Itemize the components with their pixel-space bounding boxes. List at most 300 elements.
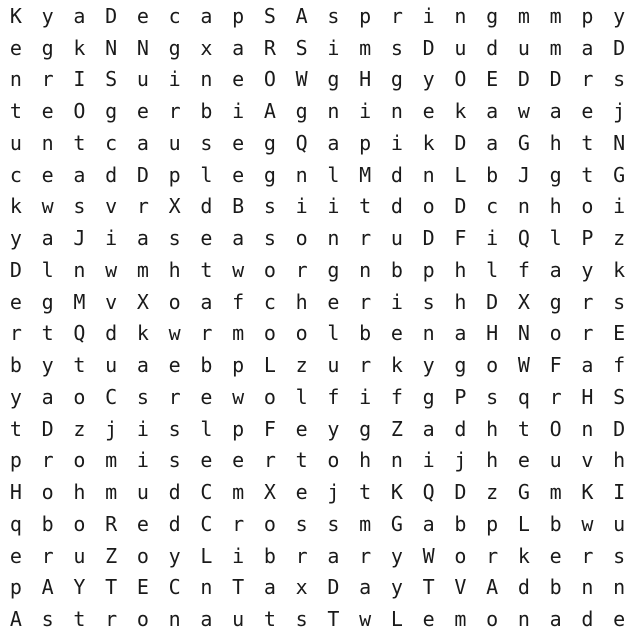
grid-cell[interactable]: b: [41, 511, 54, 536]
grid-cell[interactable]: g: [390, 67, 403, 92]
grid-cell[interactable]: i: [232, 543, 245, 568]
grid-cell[interactable]: Q: [422, 480, 435, 505]
grid-cell[interactable]: m: [549, 480, 562, 505]
grid-cell[interactable]: S: [613, 384, 626, 409]
grid-cell[interactable]: n: [390, 448, 403, 473]
grid-cell[interactable]: t: [581, 162, 594, 187]
grid-cell[interactable]: w: [581, 511, 594, 536]
grid-cell[interactable]: G: [390, 511, 403, 536]
grid-cell[interactable]: n: [517, 194, 530, 219]
grid-cell[interactable]: y: [41, 3, 54, 28]
grid-cell[interactable]: m: [359, 511, 372, 536]
grid-cell[interactable]: H: [9, 480, 22, 505]
grid-cell[interactable]: u: [549, 448, 562, 473]
grid-cell[interactable]: n: [327, 226, 340, 251]
grid-cell[interactable]: g: [454, 353, 467, 378]
grid-cell[interactable]: a: [454, 321, 467, 346]
grid-cell[interactable]: P: [454, 384, 467, 409]
grid-cell[interactable]: S: [295, 35, 308, 60]
grid-cell[interactable]: i: [390, 130, 403, 155]
grid-cell[interactable]: i: [168, 67, 181, 92]
grid-cell[interactable]: K: [390, 480, 403, 505]
grid-cell[interactable]: a: [549, 257, 562, 282]
grid-cell[interactable]: k: [390, 353, 403, 378]
grid-cell[interactable]: e: [295, 416, 308, 441]
grid-cell[interactable]: i: [486, 226, 499, 251]
grid-cell[interactable]: A: [263, 99, 276, 124]
grid-cell[interactable]: s: [613, 289, 626, 314]
grid-cell[interactable]: M: [359, 162, 372, 187]
grid-cell[interactable]: e: [613, 607, 626, 632]
grid-cell[interactable]: C: [200, 480, 213, 505]
grid-cell[interactable]: e: [295, 480, 308, 505]
grid-cell[interactable]: y: [41, 353, 54, 378]
grid-cell[interactable]: Z: [390, 416, 403, 441]
grid-cell[interactable]: i: [232, 99, 245, 124]
grid-cell[interactable]: r: [232, 511, 245, 536]
grid-cell[interactable]: r: [295, 543, 308, 568]
grid-cell[interactable]: n: [613, 575, 626, 600]
grid-cell[interactable]: a: [581, 35, 594, 60]
grid-cell[interactable]: A: [9, 607, 22, 632]
grid-cell[interactable]: t: [73, 130, 86, 155]
grid-cell[interactable]: e: [232, 130, 245, 155]
grid-cell[interactable]: n: [581, 575, 594, 600]
grid-cell[interactable]: r: [359, 353, 372, 378]
grid-cell[interactable]: a: [359, 575, 372, 600]
grid-cell[interactable]: g: [263, 130, 276, 155]
grid-cell[interactable]: d: [105, 321, 118, 346]
grid-cell[interactable]: u: [105, 353, 118, 378]
grid-cell[interactable]: m: [232, 321, 245, 346]
grid-cell[interactable]: o: [263, 384, 276, 409]
grid-cell[interactable]: i: [136, 448, 149, 473]
grid-cell[interactable]: r: [581, 289, 594, 314]
grid-cell[interactable]: p: [581, 3, 594, 28]
grid-cell[interactable]: T: [422, 575, 435, 600]
grid-cell[interactable]: L: [454, 162, 467, 187]
grid-cell[interactable]: C: [105, 384, 118, 409]
grid-cell[interactable]: m: [454, 607, 467, 632]
grid-cell[interactable]: e: [232, 448, 245, 473]
grid-cell[interactable]: b: [390, 257, 403, 282]
grid-cell[interactable]: s: [168, 448, 181, 473]
grid-cell[interactable]: D: [327, 575, 340, 600]
grid-cell[interactable]: T: [105, 575, 118, 600]
grid-cell[interactable]: r: [359, 226, 372, 251]
grid-cell[interactable]: d: [517, 575, 530, 600]
grid-cell[interactable]: e: [422, 607, 435, 632]
grid-cell[interactable]: e: [9, 289, 22, 314]
grid-cell[interactable]: y: [422, 67, 435, 92]
grid-cell[interactable]: p: [232, 3, 245, 28]
grid-cell[interactable]: o: [454, 543, 467, 568]
grid-cell[interactable]: k: [73, 35, 86, 60]
grid-cell[interactable]: x: [200, 35, 213, 60]
grid-cell[interactable]: C: [200, 511, 213, 536]
grid-cell[interactable]: i: [359, 384, 372, 409]
grid-cell[interactable]: D: [454, 130, 467, 155]
grid-cell[interactable]: h: [486, 448, 499, 473]
grid-cell[interactable]: g: [549, 289, 562, 314]
grid-cell[interactable]: t: [9, 99, 22, 124]
grid-cell[interactable]: a: [549, 99, 562, 124]
grid-cell[interactable]: k: [454, 99, 467, 124]
grid-cell[interactable]: w: [517, 99, 530, 124]
grid-cell[interactable]: n: [200, 575, 213, 600]
grid-cell[interactable]: r: [200, 321, 213, 346]
grid-cell[interactable]: r: [9, 321, 22, 346]
grid-cell[interactable]: s: [73, 194, 86, 219]
grid-cell[interactable]: s: [200, 130, 213, 155]
grid-cell[interactable]: g: [327, 67, 340, 92]
grid-cell[interactable]: y: [327, 416, 340, 441]
grid-cell[interactable]: S: [263, 3, 276, 28]
grid-cell[interactable]: D: [105, 3, 118, 28]
grid-cell[interactable]: o: [73, 511, 86, 536]
grid-cell[interactable]: u: [327, 353, 340, 378]
grid-cell[interactable]: d: [581, 607, 594, 632]
grid-cell[interactable]: d: [486, 35, 499, 60]
grid-cell[interactable]: n: [359, 257, 372, 282]
grid-cell[interactable]: Q: [517, 226, 530, 251]
grid-cell[interactable]: e: [390, 321, 403, 346]
grid-cell[interactable]: D: [454, 194, 467, 219]
grid-cell[interactable]: m: [549, 3, 562, 28]
grid-cell[interactable]: i: [613, 194, 626, 219]
grid-cell[interactable]: o: [73, 384, 86, 409]
grid-cell[interactable]: l: [295, 384, 308, 409]
grid-cell[interactable]: a: [136, 130, 149, 155]
grid-cell[interactable]: a: [73, 162, 86, 187]
grid-cell[interactable]: K: [581, 480, 594, 505]
grid-cell[interactable]: D: [422, 226, 435, 251]
grid-cell[interactable]: r: [359, 289, 372, 314]
grid-cell[interactable]: e: [517, 448, 530, 473]
grid-cell[interactable]: v: [105, 194, 118, 219]
grid-cell[interactable]: g: [327, 257, 340, 282]
grid-cell[interactable]: o: [263, 511, 276, 536]
grid-cell[interactable]: u: [136, 480, 149, 505]
grid-cell[interactable]: X: [517, 289, 530, 314]
grid-cell[interactable]: A: [295, 3, 308, 28]
grid-cell[interactable]: o: [136, 607, 149, 632]
grid-cell[interactable]: v: [105, 289, 118, 314]
grid-cell[interactable]: h: [454, 289, 467, 314]
grid-cell[interactable]: j: [327, 480, 340, 505]
grid-cell[interactable]: a: [41, 384, 54, 409]
grid-cell[interactable]: s: [263, 194, 276, 219]
grid-cell[interactable]: z: [486, 480, 499, 505]
grid-cell[interactable]: d: [454, 416, 467, 441]
grid-cell[interactable]: D: [613, 416, 626, 441]
grid-cell[interactable]: z: [295, 353, 308, 378]
grid-cell[interactable]: u: [232, 607, 245, 632]
grid-cell[interactable]: l: [41, 257, 54, 282]
grid-cell[interactable]: p: [486, 511, 499, 536]
grid-cell[interactable]: G: [517, 480, 530, 505]
grid-cell[interactable]: u: [9, 130, 22, 155]
grid-cell[interactable]: u: [613, 511, 626, 536]
grid-cell[interactable]: h: [168, 257, 181, 282]
grid-cell[interactable]: m: [359, 35, 372, 60]
grid-cell[interactable]: m: [549, 35, 562, 60]
grid-cell[interactable]: s: [263, 226, 276, 251]
grid-cell[interactable]: g: [41, 35, 54, 60]
grid-cell[interactable]: w: [105, 257, 118, 282]
grid-cell[interactable]: l: [549, 226, 562, 251]
grid-cell[interactable]: a: [232, 226, 245, 251]
grid-cell[interactable]: t: [581, 130, 594, 155]
grid-cell[interactable]: K: [9, 3, 22, 28]
grid-cell[interactable]: B: [232, 194, 245, 219]
grid-cell[interactable]: s: [136, 384, 149, 409]
grid-cell[interactable]: j: [454, 448, 467, 473]
grid-cell[interactable]: Q: [295, 130, 308, 155]
grid-cell[interactable]: l: [486, 257, 499, 282]
grid-cell[interactable]: r: [263, 448, 276, 473]
grid-cell[interactable]: p: [232, 416, 245, 441]
grid-cell[interactable]: t: [359, 194, 372, 219]
grid-cell[interactable]: r: [581, 543, 594, 568]
grid-cell[interactable]: p: [9, 575, 22, 600]
grid-cell[interactable]: i: [327, 194, 340, 219]
grid-cell[interactable]: g: [295, 99, 308, 124]
grid-cell[interactable]: o: [136, 543, 149, 568]
grid-cell[interactable]: a: [422, 511, 435, 536]
grid-cell[interactable]: F: [263, 416, 276, 441]
grid-cell[interactable]: I: [613, 480, 626, 505]
grid-cell[interactable]: D: [41, 416, 54, 441]
grid-cell[interactable]: o: [263, 321, 276, 346]
grid-cell[interactable]: i: [327, 35, 340, 60]
grid-cell[interactable]: b: [200, 99, 213, 124]
grid-cell[interactable]: y: [390, 575, 403, 600]
grid-cell[interactable]: g: [549, 162, 562, 187]
grid-cell[interactable]: X: [263, 480, 276, 505]
grid-cell[interactable]: l: [327, 321, 340, 346]
grid-cell[interactable]: L: [390, 607, 403, 632]
grid-cell[interactable]: A: [486, 575, 499, 600]
grid-cell[interactable]: l: [200, 416, 213, 441]
grid-cell[interactable]: a: [41, 226, 54, 251]
grid-cell[interactable]: r: [549, 384, 562, 409]
grid-cell[interactable]: n: [73, 257, 86, 282]
grid-cell[interactable]: o: [41, 480, 54, 505]
grid-cell[interactable]: s: [486, 384, 499, 409]
grid-cell[interactable]: n: [422, 162, 435, 187]
grid-cell[interactable]: S: [105, 67, 118, 92]
grid-cell[interactable]: r: [581, 67, 594, 92]
grid-cell[interactable]: z: [73, 416, 86, 441]
grid-cell[interactable]: m: [105, 448, 118, 473]
grid-cell[interactable]: m: [232, 480, 245, 505]
grid-cell[interactable]: f: [390, 384, 403, 409]
grid-cell[interactable]: o: [549, 321, 562, 346]
grid-cell[interactable]: r: [581, 321, 594, 346]
grid-cell[interactable]: a: [200, 3, 213, 28]
grid-cell[interactable]: p: [232, 353, 245, 378]
grid-cell[interactable]: n: [517, 607, 530, 632]
grid-cell[interactable]: n: [581, 416, 594, 441]
grid-cell[interactable]: D: [486, 289, 499, 314]
grid-cell[interactable]: D: [9, 257, 22, 282]
grid-cell[interactable]: e: [9, 543, 22, 568]
grid-cell[interactable]: e: [200, 448, 213, 473]
grid-cell[interactable]: L: [200, 543, 213, 568]
grid-cell[interactable]: j: [105, 416, 118, 441]
grid-cell[interactable]: u: [517, 35, 530, 60]
grid-cell[interactable]: b: [359, 321, 372, 346]
grid-cell[interactable]: T: [232, 575, 245, 600]
grid-cell[interactable]: e: [41, 99, 54, 124]
grid-cell[interactable]: H: [486, 321, 499, 346]
grid-cell[interactable]: E: [486, 67, 499, 92]
grid-cell[interactable]: t: [263, 607, 276, 632]
grid-cell[interactable]: j: [613, 99, 626, 124]
grid-cell[interactable]: R: [263, 35, 276, 60]
grid-cell[interactable]: u: [168, 130, 181, 155]
grid-cell[interactable]: u: [454, 35, 467, 60]
grid-cell[interactable]: a: [486, 130, 499, 155]
grid-cell[interactable]: b: [454, 511, 467, 536]
grid-cell[interactable]: e: [581, 99, 594, 124]
grid-cell[interactable]: R: [105, 511, 118, 536]
grid-cell[interactable]: y: [168, 543, 181, 568]
grid-cell[interactable]: W: [295, 67, 308, 92]
grid-cell[interactable]: b: [9, 353, 22, 378]
grid-cell[interactable]: h: [73, 480, 86, 505]
grid-cell[interactable]: r: [486, 543, 499, 568]
grid-cell[interactable]: o: [295, 226, 308, 251]
grid-cell[interactable]: a: [263, 575, 276, 600]
grid-cell[interactable]: y: [9, 226, 22, 251]
grid-cell[interactable]: o: [73, 448, 86, 473]
grid-cell[interactable]: o: [327, 448, 340, 473]
grid-cell[interactable]: a: [200, 607, 213, 632]
grid-cell[interactable]: D: [549, 67, 562, 92]
grid-cell[interactable]: Y: [73, 575, 86, 600]
grid-cell[interactable]: n: [168, 607, 181, 632]
grid-cell[interactable]: s: [613, 543, 626, 568]
grid-cell[interactable]: g: [263, 162, 276, 187]
grid-cell[interactable]: r: [295, 257, 308, 282]
grid-cell[interactable]: n: [9, 67, 22, 92]
grid-cell[interactable]: a: [73, 3, 86, 28]
grid-cell[interactable]: E: [613, 321, 626, 346]
grid-cell[interactable]: f: [327, 384, 340, 409]
grid-cell[interactable]: e: [136, 511, 149, 536]
grid-cell[interactable]: r: [41, 448, 54, 473]
grid-cell[interactable]: n: [295, 162, 308, 187]
grid-cell[interactable]: a: [327, 543, 340, 568]
grid-cell[interactable]: u: [390, 226, 403, 251]
grid-cell[interactable]: s: [327, 3, 340, 28]
grid-cell[interactable]: w: [41, 194, 54, 219]
grid-cell[interactable]: h: [613, 448, 626, 473]
grid-cell[interactable]: y: [422, 353, 435, 378]
grid-cell[interactable]: n: [327, 99, 340, 124]
grid-cell[interactable]: w: [359, 607, 372, 632]
grid-cell[interactable]: O: [263, 67, 276, 92]
grid-cell[interactable]: e: [327, 289, 340, 314]
grid-cell[interactable]: u: [136, 67, 149, 92]
grid-cell[interactable]: p: [9, 448, 22, 473]
grid-cell[interactable]: d: [390, 194, 403, 219]
grid-cell[interactable]: h: [454, 257, 467, 282]
grid-cell[interactable]: a: [327, 130, 340, 155]
grid-cell[interactable]: e: [422, 99, 435, 124]
grid-cell[interactable]: h: [549, 194, 562, 219]
grid-cell[interactable]: a: [486, 99, 499, 124]
grid-cell[interactable]: t: [295, 448, 308, 473]
grid-cell[interactable]: X: [168, 194, 181, 219]
grid-cell[interactable]: t: [9, 416, 22, 441]
grid-cell[interactable]: w: [232, 384, 245, 409]
grid-cell[interactable]: r: [168, 99, 181, 124]
grid-cell[interactable]: r: [359, 543, 372, 568]
grid-cell[interactable]: I: [73, 67, 86, 92]
grid-cell[interactable]: g: [359, 416, 372, 441]
grid-cell[interactable]: J: [73, 226, 86, 251]
grid-cell[interactable]: e: [136, 3, 149, 28]
grid-cell[interactable]: J: [517, 162, 530, 187]
grid-cell[interactable]: Q: [73, 321, 86, 346]
grid-cell[interactable]: b: [200, 353, 213, 378]
grid-cell[interactable]: k: [9, 194, 22, 219]
grid-cell[interactable]: y: [581, 257, 594, 282]
grid-cell[interactable]: i: [359, 99, 372, 124]
grid-cell[interactable]: H: [359, 67, 372, 92]
grid-cell[interactable]: b: [549, 575, 562, 600]
grid-cell[interactable]: b: [486, 162, 499, 187]
grid-cell[interactable]: k: [422, 130, 435, 155]
grid-cell[interactable]: l: [200, 162, 213, 187]
grid-cell[interactable]: a: [232, 35, 245, 60]
grid-cell[interactable]: o: [486, 353, 499, 378]
grid-cell[interactable]: g: [105, 99, 118, 124]
grid-cell[interactable]: O: [549, 416, 562, 441]
grid-cell[interactable]: t: [200, 257, 213, 282]
grid-cell[interactable]: n: [422, 321, 435, 346]
grid-cell[interactable]: t: [73, 353, 86, 378]
grid-cell[interactable]: x: [295, 575, 308, 600]
grid-cell[interactable]: c: [486, 194, 499, 219]
grid-cell[interactable]: k: [517, 543, 530, 568]
grid-cell[interactable]: d: [200, 194, 213, 219]
grid-cell[interactable]: f: [517, 257, 530, 282]
grid-cell[interactable]: F: [454, 226, 467, 251]
grid-cell[interactable]: c: [105, 130, 118, 155]
grid-cell[interactable]: o: [263, 257, 276, 282]
grid-cell[interactable]: i: [422, 3, 435, 28]
grid-cell[interactable]: m: [136, 257, 149, 282]
grid-cell[interactable]: o: [295, 321, 308, 346]
grid-cell[interactable]: q: [517, 384, 530, 409]
grid-cell[interactable]: X: [136, 289, 149, 314]
grid-cell[interactable]: D: [136, 162, 149, 187]
grid-cell[interactable]: y: [9, 384, 22, 409]
grid-cell[interactable]: d: [390, 162, 403, 187]
grid-cell[interactable]: d: [168, 511, 181, 536]
grid-cell[interactable]: N: [105, 35, 118, 60]
grid-cell[interactable]: a: [422, 416, 435, 441]
grid-cell[interactable]: N: [613, 130, 626, 155]
grid-cell[interactable]: s: [327, 511, 340, 536]
grid-cell[interactable]: g: [486, 3, 499, 28]
grid-cell[interactable]: s: [168, 416, 181, 441]
grid-cell[interactable]: g: [422, 384, 435, 409]
